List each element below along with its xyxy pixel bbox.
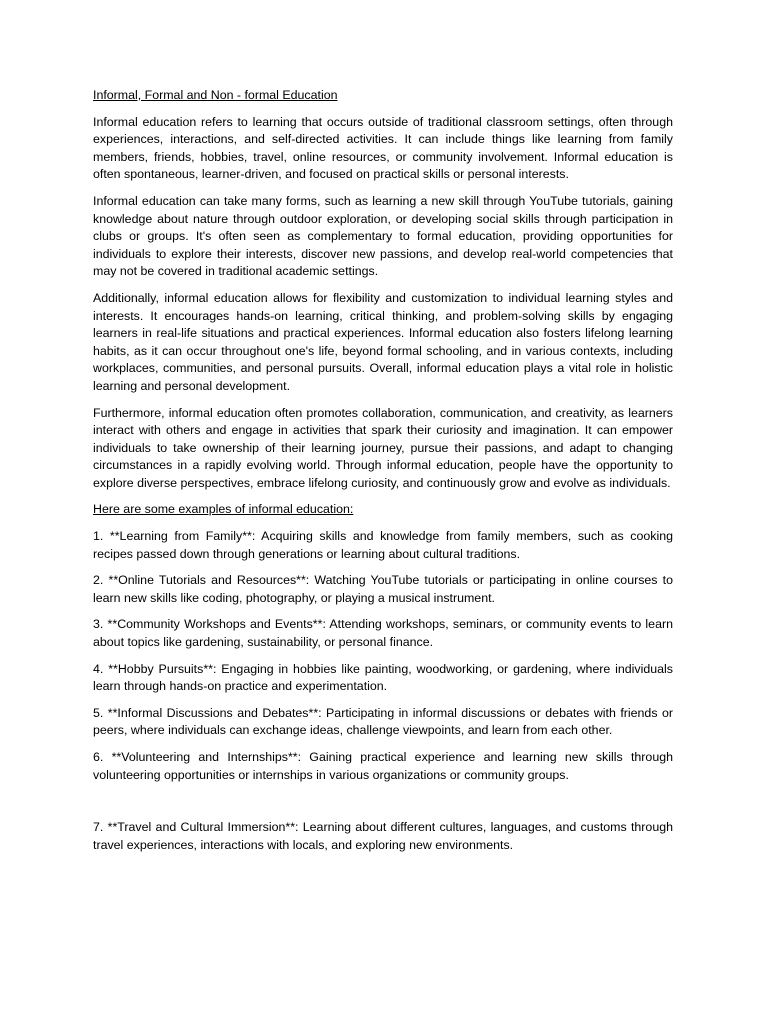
paragraph-1: Informal education refers to learning that occurs outside of traditional classroom settings, often through experiences, interactions, and self-directed activities. It can include things like learning from family members, friends, hobbies, travel, online resources, or community involvement. Informal education is often spontaneous, learner-driven, and focused on practical skills or personal interests.	[93, 114, 673, 182]
paragraph-4: Furthermore, informal education often promotes collaboration, communication, and creativity, as learners interact with others and engage in activities that spark their curiosity and imagination. It can empower individuals to take ownership of their learning journey, pursue their passions, and adapt to changing circumstances in a rapidly evolving world. Through informal education, people have the opportunity to explore diverse perspectives, embrace lifelong curiosity, and continuously grow and evolve as individuals.	[93, 405, 673, 490]
example-item-7: 7. **Travel and Cultural Immersion**: Learning about different cultures, languages, and customs through travel experiences, interactions with locals, and exploring new environments.	[93, 820, 673, 852]
paragraph-3: Additionally, informal education allows for flexibility and customization to individual learning styles and interests. It encourages hands-on learning, critical thinking, and problem-solving skills by engaging learners in real-life situations and practical experiences. Informal education also fosters lifelong learning habits, as it can occur throughout one's life, beyond formal schooling, and in various contexts, including workplaces, communities, and personal pursuits. Overall, informal education plays a vital role in holistic learning and personal development.	[93, 290, 673, 393]
example-item-4: 4. **Hobby Pursuits**: Engaging in hobbies like painting, woodworking, or gardening, where individuals learn through hands-on practice and experimentation.	[93, 661, 673, 694]
example-item-5: 5. **Informal Discussions and Debates**: Participating in informal discussions or debates with friends or peers, where individuals can exchange ideas, challenge viewpoints, and learn from each other.	[93, 705, 673, 738]
example-item-6: 6. **Volunteering and Internships**: Gaining practical experience and learning new skills through volunteering opportunities or internships in various organizations or community groups.	[93, 750, 673, 782]
document-page	[93, 87, 673, 863]
example-item-1: 1. **Learning from Family**: Acquiring skills and knowledge from family members, such as cooking recipes passed down through generations or learning about cultural traditions.	[93, 529, 673, 561]
example-item-2: 2. **Online Tutorials and Resources**: Watching YouTube tutorials or participating in online courses to learn new skills like coding, photography, or playing a musical instrument.	[93, 573, 673, 605]
paragraph-2: Informal education can take many forms, such as learning a new skill through YouTube tutorials, gaining knowledge about nature through outdoor exploration, or developing social skills through participation in clubs or groups. It's often seen as complementary to formal education, providing opportunities for individuals to explore their interests, discover new passions, and develop real-world competencies that may not be covered in traditional academic settings.	[93, 193, 673, 279]
example-item-3: 3. **Community Workshops and Events**: Attending workshops, seminars, or community events to learn about topics like gardening, sustainability, or personal finance.	[93, 617, 673, 650]
document-title: Informal, Formal and Non - formal Education	[93, 88, 338, 102]
examples-heading: Here are some examples of informal education:	[93, 502, 354, 517]
spacer	[93, 793, 673, 819]
